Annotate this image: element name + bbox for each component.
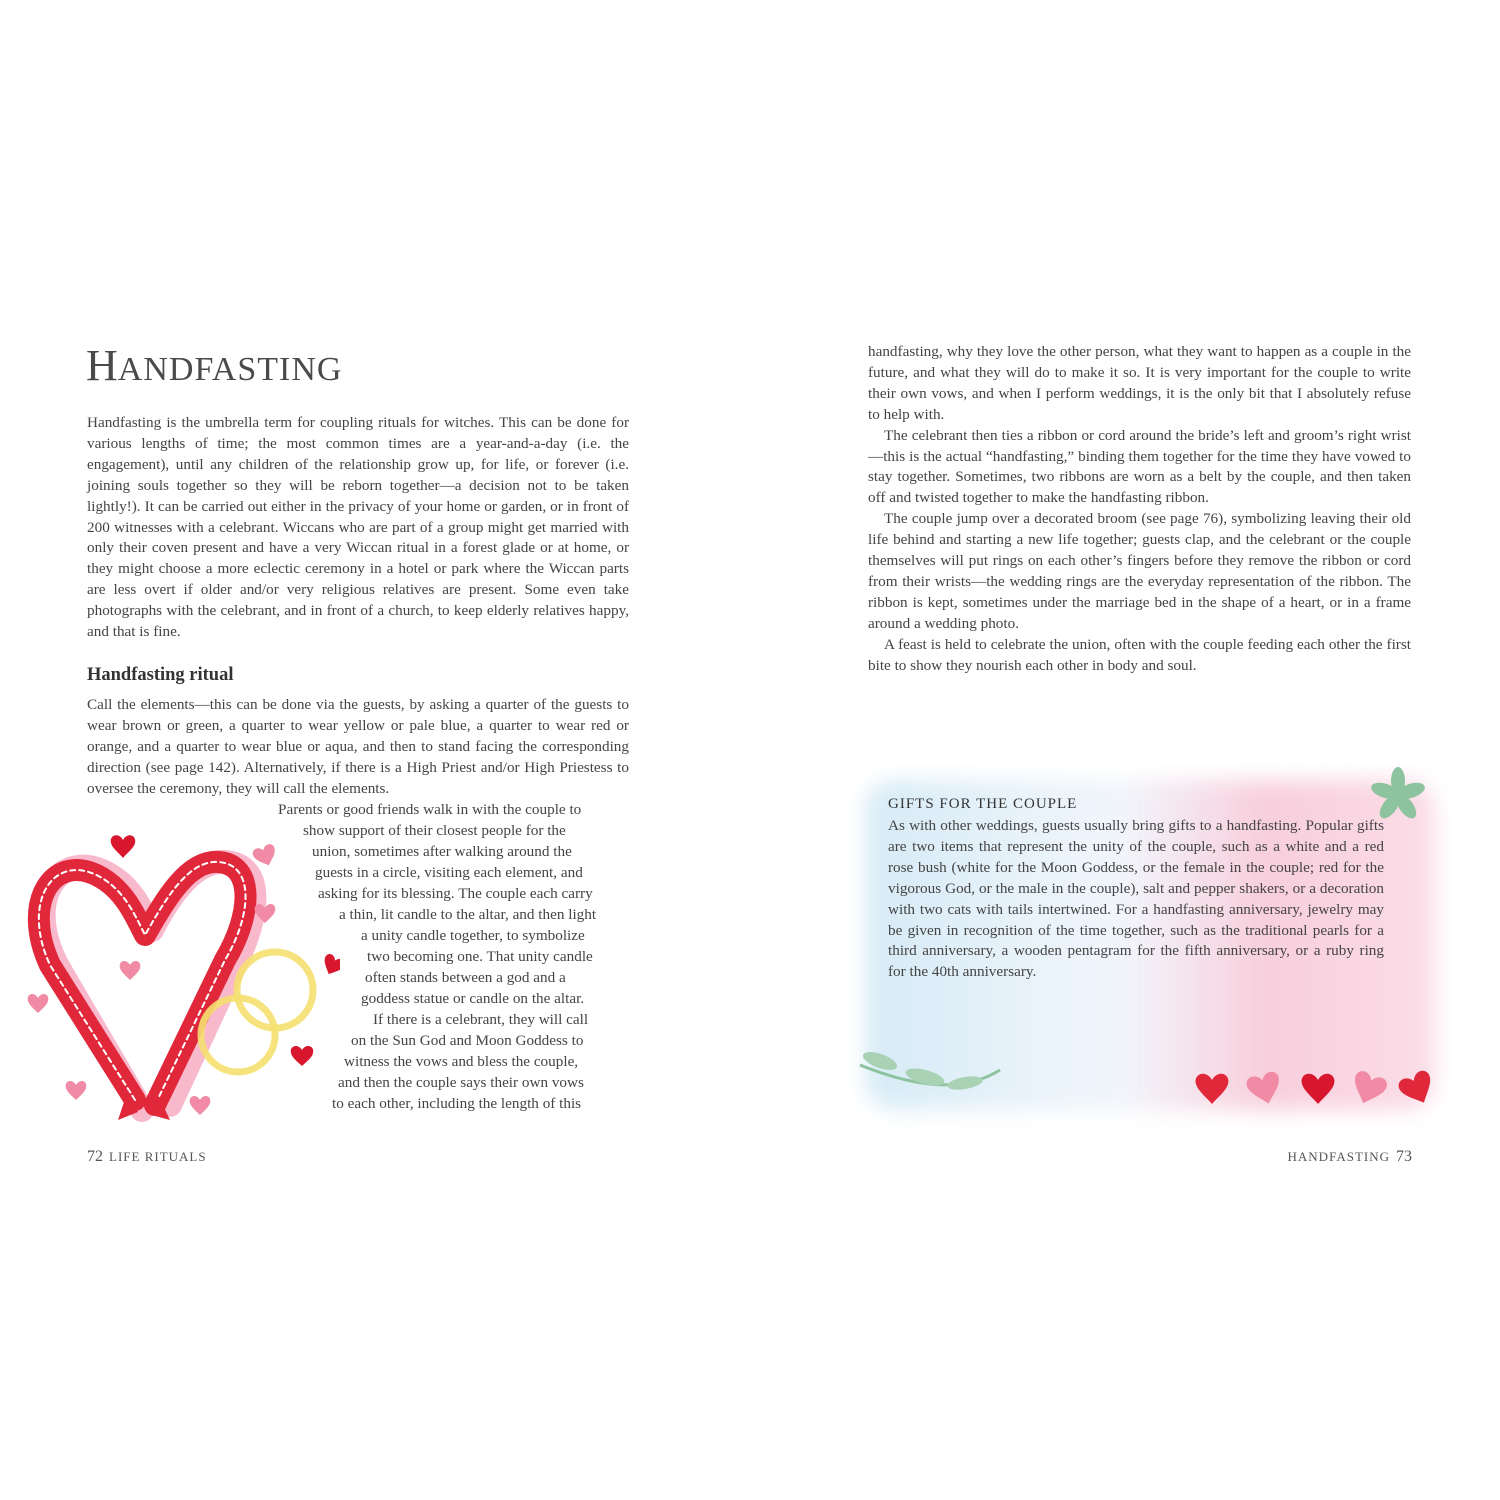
page-number-right: 73 xyxy=(1396,1148,1412,1165)
intro-paragraph: Handfasting is the umbrella term for coupling rituals for witches. This can be done for various lengths of time; the most common times are a year-and-a-day (i.e. the engagement), until any children of the relationship grow up, for life, or forever (i.e. joining souls together so they will be reborn together—a decision not to be taken lightly!). It can be carried out either in the privacy of your home or garden, or in front of 200 witnesses with a celebrant. Wiccans who are part of a group might get married with only their coven present and have a very Wiccan ritual in a forest glade or at home, or they might choose a more eclectic ceremony in a hotel or park where the Wiccan parts are less overt if older and/or very religious relatives are present. Some even take photographs with the celebrant, and in front of a church, to keep elderly relatives happy, and that is fine. xyxy=(87,414,629,641)
gifts-text: As with other weddings, guests usually bring gifts to a handfasting. Popular gifts are two items that represent the unity of the couple, such as a white and a red rose bush (white for the Moon Goddess, or the female in the couple; red for the vigorous God, or the male in the couple), salt and pepper shakers, or a decoration with two cats with tails intertwined. For a handfasting anniversary, jewelry may be given in recognition of the time together, such as the traditional pearls for a third anniversary, a wooden pentagram for the fifth anniversary, or a ruby ring for the 40th anniversary. xyxy=(888,817,1384,981)
ritual-paragraph: Call the elements—this can be done via the guests, by asking a quarter of the guests to wear brown or green, a quarter to wear yellow or pale blue, a quarter to wear red or orange, and a quarter to wear blue or aqua, and then to stand facing the corresponding direction (see page 142). Alternatively, if there is a High Priest and/or High Priestess to oversee the ceremony, they will call the elements. xyxy=(87,696,629,797)
heart-icon xyxy=(190,1096,211,1115)
title-initial: H xyxy=(86,341,118,390)
title-rest: ANDFASTING xyxy=(117,351,343,388)
wrap-line: goddess statue or candle on the altar. xyxy=(361,990,585,1007)
wrap-line: asking for its blessing. The couple each carry xyxy=(318,885,593,902)
right-paragraph: The couple jump over a decorated broom (see page 76), symbolizing leaving their old life behind and starting a new life together; guests clap, and the celebrant or the couple themselves will put rings on each other’s fingers before they remove the ribbon or cord from their wrists—the wedding rings are the everyday representation of the ribbon. The ribbon is kept, sometimes under the marriage bed in the shape of a heart, or in a frame around a wedding photo. xyxy=(868,510,1411,632)
wrap-line: guests in a circle, visiting each element, and xyxy=(315,864,583,881)
right-paragraph: A feast is held to celebrate the union, often with the couple feeding each other the first bite to show they nourish each other in body and soul. xyxy=(868,635,1411,674)
left-footer xyxy=(87,1148,207,1166)
right-paragraph: The celebrant then ties a ribbon or cord around the bride’s left and groom’s right wrist—this is the actual “handfasting,” binding them together for the time they have vowed to stay together. Sometimes, two ribbons are worn as a belt by the couple, and then taken off and twisted together to make the handfasting ribbon. xyxy=(868,426,1411,507)
heart-icon xyxy=(319,952,340,978)
running-head-left: LIFE RITUALS xyxy=(109,1149,207,1164)
wrap-line: on the Sun God and Moon Goddess to xyxy=(351,1032,584,1049)
page-title xyxy=(86,341,343,390)
wrap-line: union, sometimes after walking around the xyxy=(312,843,572,860)
heart-icon xyxy=(120,961,141,980)
subheading: Handfasting ritual xyxy=(87,665,234,685)
right-column xyxy=(868,342,1411,677)
ring-icon xyxy=(237,952,313,1028)
wrap-line: If there is a celebrant, they will call xyxy=(373,1011,589,1028)
wrap-line: a unity candle together, to symbolize xyxy=(361,927,585,944)
wrap-line: witness the vows and bless the couple, xyxy=(344,1053,579,1070)
running-head-right: HANDFASTING xyxy=(1287,1149,1390,1164)
wrap-line: often stands between a god and a xyxy=(365,969,566,986)
heart-icon xyxy=(111,835,136,858)
heart-icon xyxy=(66,1081,87,1100)
wrap-line: two becoming one. That unity candle xyxy=(367,948,593,965)
heart-icon xyxy=(291,1046,314,1066)
right-paragraph: handfasting, why they love the other person, what they want to happen as a couple in the future, and what they will do to make it so. It is very important for the couple to write their own vows, and when I perform weddings, it is the only bit that I absolutely refuse to help with. xyxy=(868,343,1411,423)
page-number-left: 72 xyxy=(87,1148,103,1165)
gifts-box xyxy=(888,796,1384,983)
wrap-line: a thin, lit candle to the altar, and then light xyxy=(339,906,597,923)
wrap-line: and then the couple says their own vows xyxy=(338,1074,584,1091)
wrap-line: Parents or good friends walk in with the couple to xyxy=(278,801,582,818)
heart-icon xyxy=(28,994,49,1013)
heart-ribbon-illustration xyxy=(20,820,340,1130)
wrap-line: show support of their closest people for the xyxy=(303,822,566,839)
wrap-line: to each other, including the length of this xyxy=(332,1095,582,1112)
right-footer xyxy=(1288,1148,1412,1166)
gifts-heading: GIFTS FOR THE COUPLE xyxy=(888,796,1078,812)
